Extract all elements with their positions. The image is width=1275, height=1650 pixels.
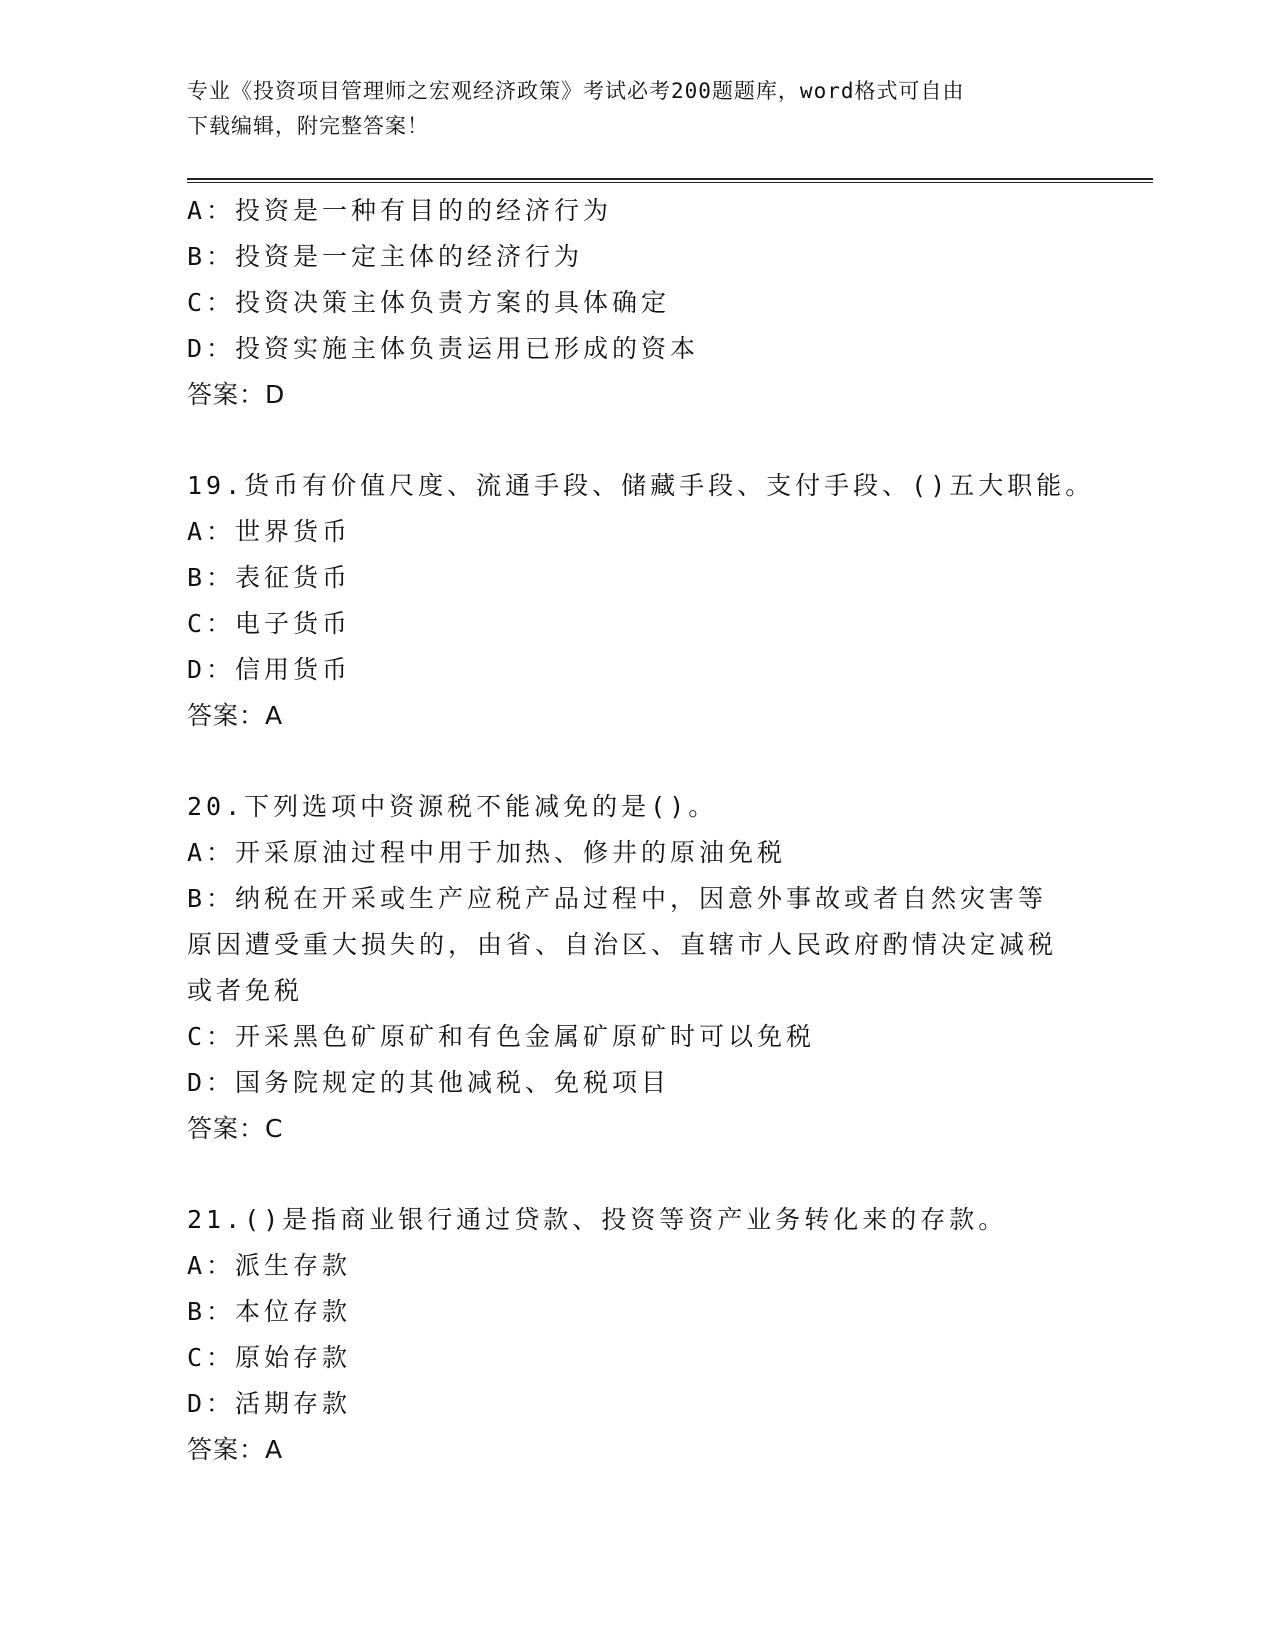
question-text: 19.货币有价值尺度、流通手段、储藏手段、支付手段、()五大职能。 xyxy=(187,471,1095,500)
header-line-1: 专业《投资项目管理师之宏观经济政策》考试必考200题题库，word格式可自由 xyxy=(187,79,965,103)
option-c: C：投资决策主体负责方案的具体确定 xyxy=(187,288,671,317)
option-d: D：投资实施主体负责运用已形成的资本 xyxy=(187,334,700,363)
answer: 答案：A xyxy=(187,701,284,730)
document-header xyxy=(187,74,1067,144)
answer: 答案：C xyxy=(187,1114,284,1143)
option-b: B：表征货币 xyxy=(187,563,352,592)
question-21 xyxy=(187,1197,1087,1473)
answer: 答案：A xyxy=(187,1435,284,1464)
question-text: 20.下列选项中资源税不能减免的是()。 xyxy=(187,792,718,821)
question-18 xyxy=(187,188,1087,418)
option-c: C：原始存款 xyxy=(187,1343,352,1372)
option-d: D：信用货币 xyxy=(187,655,352,684)
option-d: D：国务院规定的其他减税、免税项目 xyxy=(187,1068,671,1097)
option-c: C：电子货币 xyxy=(187,609,352,638)
question-list xyxy=(187,188,1095,1473)
option-b: B：纳税在开采或生产应税产品过程中，因意外事故或者自然灾害等原因遭受重大损失的，由省、自治区、直辖市人民政府酌情决定减税或者免税 xyxy=(187,884,1058,1005)
option-c: C：开采黑色矿原矿和有色金属矿原矿时可以免税 xyxy=(187,1022,816,1051)
answer: 答案：D xyxy=(187,380,286,409)
question-text: 21.()是指商业银行通过贷款、投资等资产业务转化来的存款。 xyxy=(187,1205,1008,1234)
option-d: D：活期存款 xyxy=(187,1389,352,1418)
option-a: A：世界货币 xyxy=(187,517,352,546)
header-divider xyxy=(187,178,1153,183)
question-19 xyxy=(187,463,1095,739)
option-b: B：本位存款 xyxy=(187,1297,352,1326)
option-a: A：投资是一种有目的的经济行为 xyxy=(187,196,613,225)
option-a: A：派生存款 xyxy=(187,1251,352,1280)
option-b: B：投资是一定主体的经济行为 xyxy=(187,242,584,271)
header-line-2: 下载编辑，附完整答案！ xyxy=(187,114,429,138)
option-a: A：开采原油过程中用于加热、修井的原油免税 xyxy=(187,838,787,867)
question-20 xyxy=(187,784,1087,1152)
